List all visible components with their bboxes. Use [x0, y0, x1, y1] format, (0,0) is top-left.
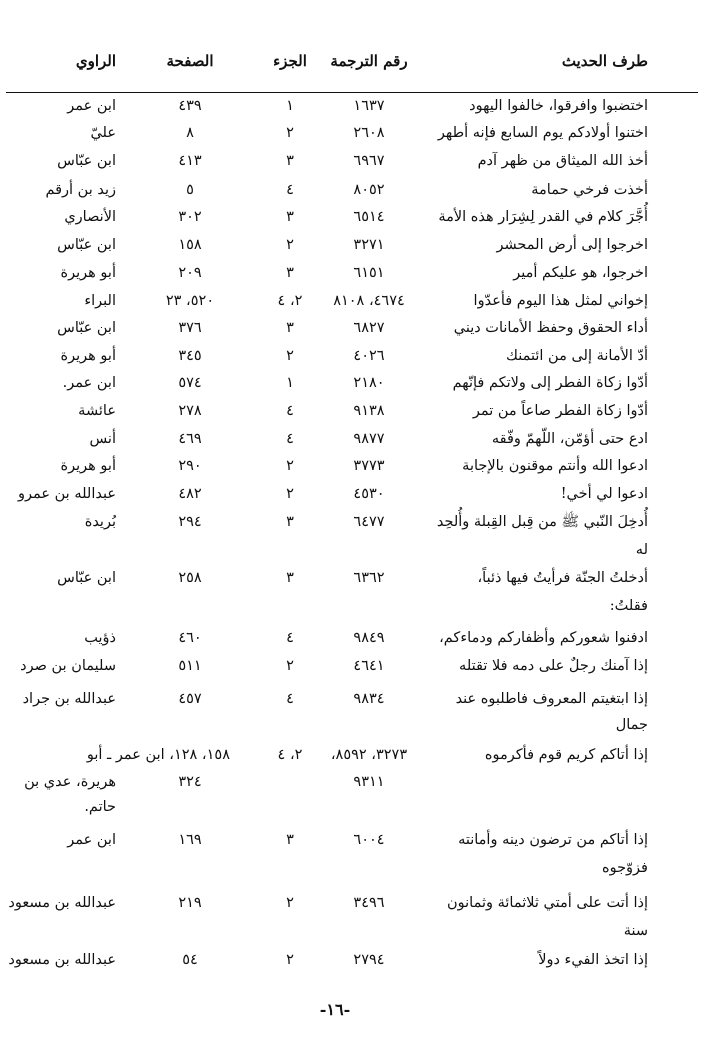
entry-number: ٦٥١٤ [353, 209, 385, 225]
page-ref: ٢٩٠ [178, 458, 202, 474]
page-ref: ٥٧٤ [178, 375, 202, 391]
volume-number: ٣ [286, 320, 294, 336]
volume-number: ٣ [286, 570, 294, 586]
narrator-name: أبو هريرة [60, 348, 116, 364]
entry-number: ٦٣٦٢ [353, 570, 385, 586]
page-ref: ٢٧٨ [178, 403, 202, 419]
entry-number: ٤٦٤١ [353, 658, 385, 674]
volume-number: ١ [286, 375, 294, 391]
hadith-text: اختنوا أولادكم يوم السابع فإنه أطهر [437, 125, 648, 141]
page-ref: ٢٥٨ [178, 570, 202, 586]
page-ref: ٤٣٩ [178, 98, 202, 114]
entry-number: ٢١٨٠ [353, 375, 385, 391]
page-ref: ١٦٩ [178, 832, 202, 848]
hadith-text: جمال [615, 717, 648, 733]
hadith-text: إذا ابتغيتم المعروف فاطلبوه عند [455, 691, 648, 707]
page-ref: ٣٧٦ [178, 320, 202, 336]
volume-number: ٢، ٤ [277, 747, 303, 763]
volume-number: ٣ [286, 832, 294, 848]
hadith-text: أخذ الله الميثاق من ظهر آدم [477, 153, 648, 169]
hadith-text: ادعوا الله وأنتم موقنون بالإجابة [462, 458, 648, 474]
hadith-text: ادفنوا شعوركم وأظفاركم ودماءكم، [439, 630, 648, 646]
narrator-name: عليّ [90, 125, 116, 141]
page-ref: ١٥٨، ١٢٨، ابن عمر ـ أبو [86, 747, 230, 763]
entry-number: ٩٨٤٩ [353, 630, 385, 646]
narrator-name: ابن عبّاس [57, 570, 116, 586]
volume-number: ١ [286, 98, 294, 114]
volume-number: ٣ [286, 514, 294, 530]
narrator-name: ابن عمر [67, 832, 116, 848]
entry-number: ٦٠٠٤ [353, 832, 385, 848]
volume-number: ٣ [286, 209, 294, 225]
narrator-name: أنس [89, 431, 116, 447]
page-ref: ٨ [186, 125, 194, 141]
entry-number: ٩٨٣٤ [353, 691, 385, 707]
volume-number: ٢ [286, 125, 294, 141]
narrator-name: عبدالله بن عمرو [18, 486, 116, 502]
entry-number: ٤٠٢٦ [353, 348, 385, 364]
page-ref: ٣٢٤ [178, 774, 202, 790]
volume-number: ٢ [286, 658, 294, 674]
page-ref: ٣٠٢ [178, 209, 202, 225]
hadith-text: سنة [623, 923, 648, 939]
hadith-text: أدّوا زكاة الفطر صاعاً من تمر [472, 403, 648, 419]
page-ref: ٥ [186, 182, 194, 198]
hadith-text: فزوّجوه [602, 860, 648, 876]
volume-number: ٢ [286, 348, 294, 364]
volume-number: ٤ [286, 630, 294, 646]
entry-number: ٣٢٧٣، ٨٥٩٢، [330, 747, 408, 763]
header-rule [6, 92, 698, 93]
hadith-text: إذا اتخذ الفيء دولاً [538, 952, 648, 968]
hadith-text: أدخلتُ الجنّة فرأيتُ فيها ذئباً، [477, 570, 648, 586]
volume-number: ٢ [286, 237, 294, 253]
entry-number: ٢٦٠٨ [353, 125, 385, 141]
hadith-text: له [635, 542, 648, 558]
narrator-name: ابن عبّاس [57, 153, 116, 169]
narrator-name: عبدالله بن مسعود [8, 952, 116, 968]
hadith-text: ادعوا لي أخي! [560, 486, 648, 502]
volume-number: ٣ [286, 265, 294, 281]
page-ref: ٢٩٤ [178, 514, 202, 530]
hadith-text: اخرجوا، هو عليكم أمير [513, 265, 648, 281]
page-ref: ٤٨٢ [178, 486, 202, 502]
entry-number: ٦٨٢٧ [353, 320, 385, 336]
narrator-name: البراء [84, 293, 116, 309]
narrator-name: هريرة، عدي بن [24, 774, 116, 790]
volume-number: ٤ [286, 431, 294, 447]
page-ref: ٣٤٥ [178, 348, 202, 364]
volume-number: ٤ [286, 182, 294, 198]
page-ref: ٢٠٩ [178, 265, 202, 281]
entry-number: ٦١٥١ [353, 265, 385, 281]
narrator-name: سليمان بن صرد [20, 658, 116, 674]
header-entry-number: رقم الترجمة [330, 52, 408, 70]
narrator-name: عائشة [78, 403, 116, 419]
entry-number: ٩١٣٨ [353, 403, 385, 419]
page-ref: ٥١١ [178, 658, 202, 674]
narrator-name: حاتم. [84, 799, 116, 815]
page-ref: ٢١٩ [178, 895, 202, 911]
narrator-name: زيد بن أرقم [45, 182, 116, 198]
narrator-name: ابن عمر [67, 98, 116, 114]
entry-number: ٦٤٧٧ [353, 514, 385, 530]
hadith-text: أدّوا زكاة الفطر إلى ولاتكم فإنّهم [452, 375, 648, 391]
header-volume: الجزء [273, 52, 307, 70]
volume-number: ٢، ٤ [277, 293, 303, 309]
page-ref: ٥٤ [182, 952, 198, 968]
narrator-name: ذؤيب [84, 630, 116, 646]
entry-number: ١٦٣٧ [353, 98, 385, 114]
hadith-text: فقلتُ: [609, 598, 648, 614]
volume-number: ٤ [286, 691, 294, 707]
header-narrator: الراوي [75, 52, 116, 70]
hadith-text: إخواني لمثل هذا اليوم فأعدّوا [473, 293, 648, 309]
narrator-name: عبدالله بن مسعود [8, 895, 116, 911]
volume-number: ٢ [286, 895, 294, 911]
page-number: -١٦- [319, 1000, 351, 1019]
narrator-name: أبو هريرة [60, 265, 116, 281]
hadith-text: اختضبوا وافرقوا، خالفوا اليهود [469, 98, 648, 114]
hadith-text: إذا أتاكم من ترضون دينه وأمانته [458, 832, 648, 848]
volume-number: ٢ [286, 458, 294, 474]
entry-number: ٤٥٣٠ [353, 486, 385, 502]
header-page: الصفحة [166, 52, 214, 70]
header-hadith: طرف الحديث [561, 52, 648, 70]
volume-number: ٢ [286, 486, 294, 502]
page-ref: ٤٦٠ [178, 630, 202, 646]
page-ref: ٤٥٧ [178, 691, 202, 707]
narrator-name: ابن عبّاس [57, 320, 116, 336]
entry-number: ٣٧٧٣ [353, 458, 385, 474]
hadith-text: أدّ الأمانة إلى من ائتمنك [506, 348, 648, 364]
page-ref: ٤٦٩ [178, 431, 202, 447]
page-ref: ٤١٣ [178, 153, 202, 169]
page-ref: ١٥٨ [178, 237, 202, 253]
entry-number: ٨٠٥٢ [353, 182, 385, 198]
hadith-text: ادع حتى أؤمّن، اللّهمّ وفّقه [491, 431, 648, 447]
entry-number: ٢٧٩٤ [353, 952, 385, 968]
narrator-name: الأنصاري [64, 209, 116, 225]
hadith-text: أخذت فرخي حمامة [531, 182, 648, 198]
entry-number: ٦٩٦٧ [353, 153, 385, 169]
narrator-name: ابن عبّاس [57, 237, 116, 253]
volume-number: ٤ [286, 403, 294, 419]
narrator-name: عبدالله بن جراد [22, 691, 116, 707]
hadith-text: أُدخِلَ النّبي ﷺ من قِبل القِبلة وأُلحِد [436, 514, 648, 530]
hadith-text: إذا آمنك رجلٌ على دمه فلا تقتله [459, 658, 648, 674]
entry-number: ٩٣١١ [353, 774, 385, 790]
hadith-text: إذا أتت على أمتي ثلاثمائة وثمانون [446, 895, 648, 911]
entry-number: ٩٨٧٧ [353, 431, 385, 447]
page-ref: ٥٢٠، ٢٣ [165, 293, 215, 309]
narrator-name: بُريدة [84, 514, 116, 530]
hadith-text: إذا أتاكم كريم قوم فأكرموه [484, 747, 648, 763]
volume-number: ٣ [286, 153, 294, 169]
narrator-name: ابن عمر. [62, 375, 116, 391]
volume-number: ٢ [286, 952, 294, 968]
entry-number: ٣٤٩٦ [353, 895, 385, 911]
hadith-text: اخرجوا إلى أرض المحشر [496, 237, 648, 253]
entry-number: ٤٦٧٤، ٨١٠٨ [333, 293, 405, 309]
entry-number: ٣٢٧١ [353, 237, 385, 253]
hadith-text: أداء الحقوق وحفظ الأمانات ديني [453, 320, 648, 336]
narrator-name: أبو هريرة [60, 458, 116, 474]
hadith-text: أُجَّرَ كلام في القدر لِشِرَار هذه الأمة [438, 209, 648, 225]
